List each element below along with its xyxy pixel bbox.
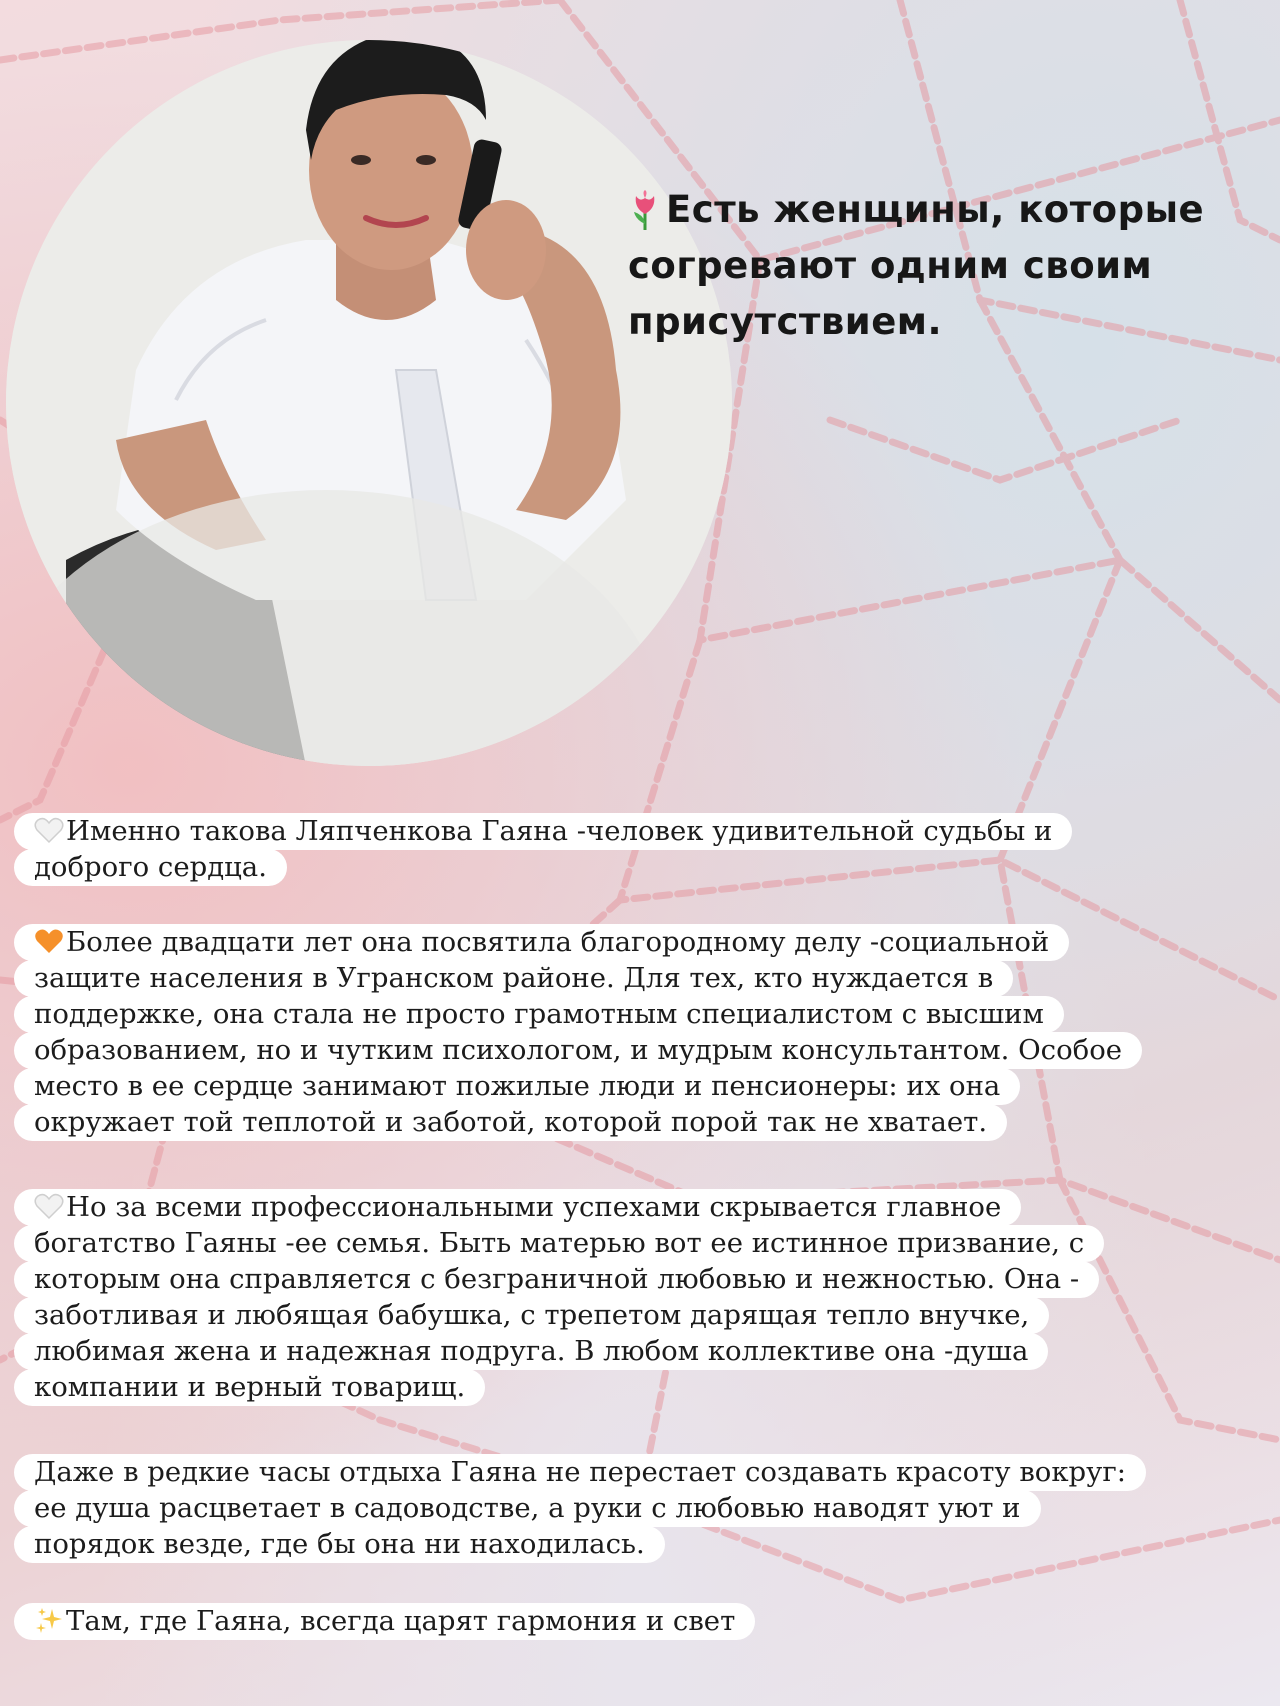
paragraph-line: Именно такова Ляпченкова Гаяна -человек удивительной судьбы и [14, 813, 1072, 850]
woman-on-phone-illustration [6, 40, 732, 766]
paragraph-line: доброго сердца. [14, 849, 287, 886]
paragraph-line: любимая жена и надежная подруга. В любом коллективе она -душа [14, 1333, 1048, 1370]
headline-line-1: Есть женщины, которые [628, 182, 1268, 238]
paragraph-2 [14, 925, 1142, 1141]
paragraph-line: ее душа расцветает в садоводстве, а руки с любовью наводят уют и [14, 1490, 1041, 1527]
paragraph-4 [14, 1455, 1146, 1563]
paragraph-line: Более двадцати лет она посвятила благородному делу -социальной [14, 924, 1069, 961]
orange-heart-icon [34, 926, 64, 956]
paragraph-line: порядок везде, где бы она ни находилась. [14, 1526, 665, 1563]
headline-line-3: присутствием. [628, 300, 943, 343]
headline [628, 182, 1268, 350]
paragraph-line: Там, где Гаяна, всегда царят гармония и свет [14, 1603, 755, 1640]
paragraph-line: Даже в редкие часы отдыха Гаяна не перестает создавать красоту вокруг: [14, 1454, 1146, 1491]
paragraph-line: окружает той теплотой и заботой, которой порой так не хватает. [14, 1104, 1007, 1141]
paragraph-line: заботливая и любящая бабушка, с трепетом дарящая тепло внучке, [14, 1297, 1049, 1334]
paragraph-line: богатство Гаяны -ее семья. Быть матерью вот ее истинное призвание, с [14, 1225, 1104, 1262]
portrait-photo [6, 40, 732, 766]
sparkles-icon [34, 1605, 64, 1635]
paragraph-3 [14, 1190, 1104, 1406]
tulip-icon [628, 190, 662, 230]
paragraph-line: защите населения в Угранском районе. Для тех, кто нуждается в [14, 960, 1013, 997]
paragraph-1 [14, 814, 1072, 886]
paragraph-line: поддержке, она стала не просто грамотным специалистом с высшим [14, 996, 1064, 1033]
paragraph-line: образованием, но и чутким психологом, и мудрым консультантом. Особое [14, 1032, 1142, 1069]
white-heart-icon [34, 815, 64, 845]
paragraph-line: компании и верный товарищ. [14, 1369, 485, 1406]
white-heart-icon [34, 1191, 64, 1221]
paragraph-5 [14, 1604, 755, 1640]
paragraph-line: место в ее сердце занимают пожилые люди и пенсионеры: их она [14, 1068, 1020, 1105]
paragraph-line: Но за всеми профессиональными успехами скрывается главное [14, 1189, 1021, 1226]
headline-line-2: согревают одним своим [628, 244, 1153, 287]
paragraph-line: которым она справляется с безграничной любовью и нежностью. Она - [14, 1261, 1099, 1298]
